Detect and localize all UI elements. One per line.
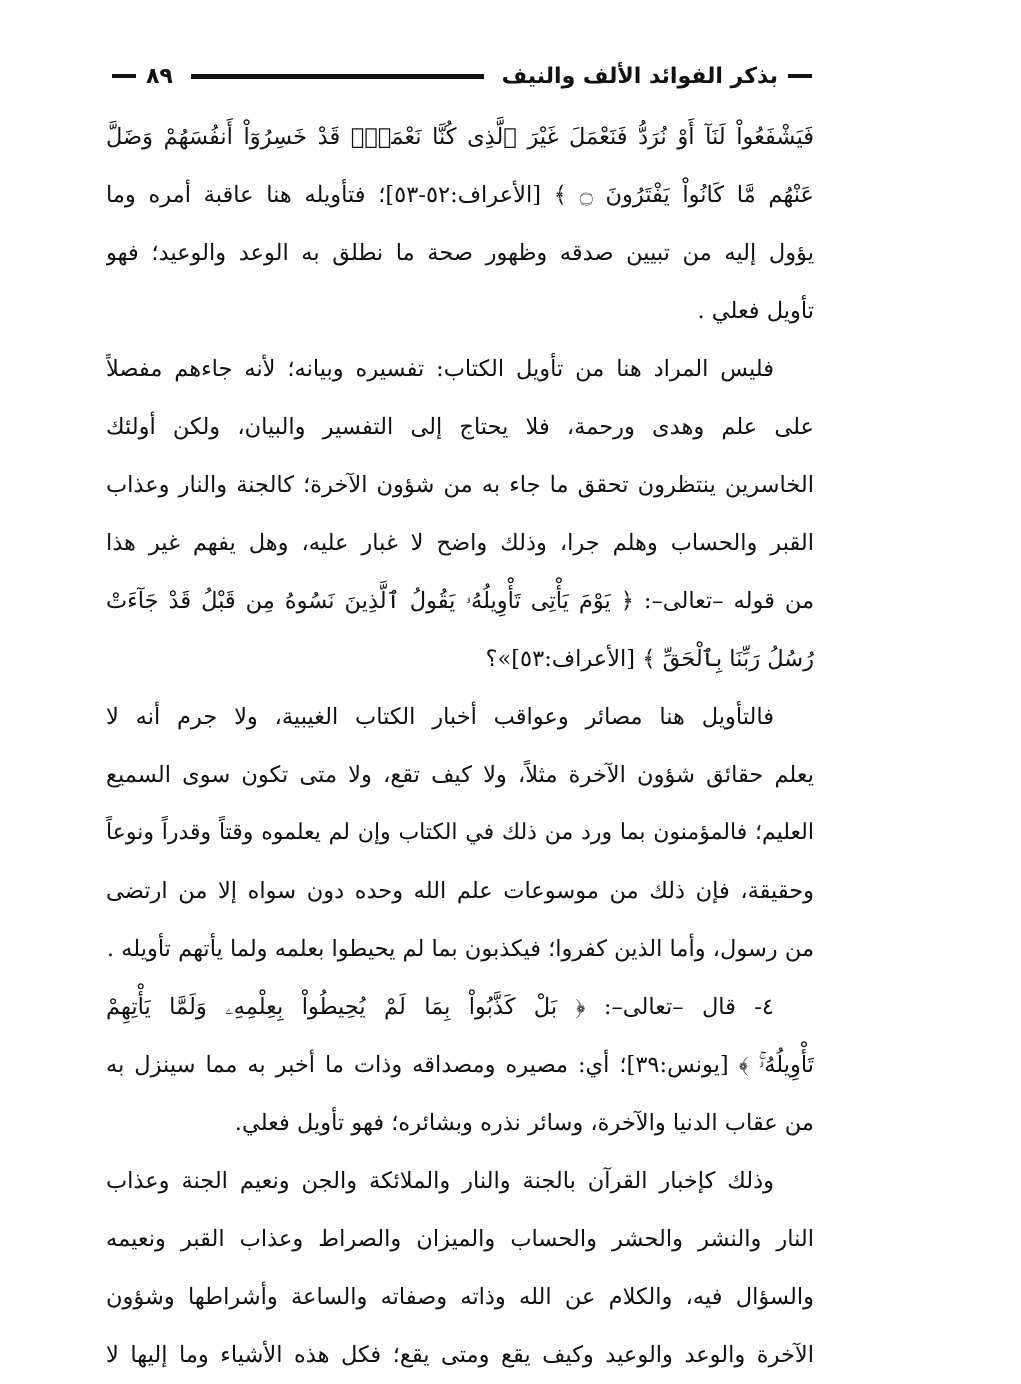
body-text [106, 108, 814, 1384]
text-line: يؤول إليه من تبيين صدقه وظهور صحة ما نطلق به الوعد والوعيد؛ فهو [106, 240, 814, 266]
text-line: الخاسرين ينتظرون تحقق ما جاء به من شؤون الآخرة؛ كالجنة والنار وعذاب [106, 472, 814, 498]
text-line: وحقيقة، فإن ذلك من موسوعات علم الله وحده دون سواه إلا من ارتضى [106, 878, 814, 904]
text-line: تأويل فعلي . [697, 298, 814, 324]
text-line: على علم وهدى ورحمة، فلا يحتاج إلى التفسير والبيان، ولكن أولئك [106, 414, 814, 440]
header-dash-right [788, 74, 812, 78]
text-line: فالتأويل هنا مصائر وعواقب أخبار الكتاب الغيبية، ولا جرم أنه لا [106, 704, 774, 730]
text-line: من عقاب الدنيا والآخرة، وسائر نذره وبشائره؛ فهو تأويل فعلي. [234, 1110, 814, 1136]
text-line: فَيَشْفَعُواْ لَنَآ أَوْ نُرَدُّ فَنَعْمَلَ غَيْرَ ٱلَّذِى كُنَّا نَعْمَلُۚ قَدْ خَسِرُوٓاْ أَنفُسَهُمْ وَضَلَّ [106, 124, 814, 150]
text-line: عَنْهُم مَّا كَانُواْ يَفْتَرُونَ ۝ ﴾ [الأعراف:٥٢-٥٣]؛ فتأويله هنا عاقبة أمره وما [106, 182, 814, 208]
text-line: تَأْوِيلُهُۥۚ ﴾ [يونس:٣٩]؛ أي: مصيره ومصداقه وذات ما أخبر به مما سينزل به [106, 1052, 814, 1078]
text-line: من رسول، وأما الذين كفروا؛ فيكذبون بما لم يحيطوا بعلمه ولما يأتهم تأويله . [106, 936, 814, 962]
page-number: ٨٩ [146, 63, 173, 89]
text-line: من قوله –تعالى–: ﴿ يَوْمَ يَأْتِى تَأْوِيلُهُۥ يَقُولُ ٱلَّذِينَ نَسُوهُ مِن قَبْلُ قَدْ جَآءَتْ [106, 588, 814, 614]
header-rule [191, 74, 484, 79]
text-line: يعلم حقائق شؤون الآخرة مثلاً، ولا كيف تقع، ولا متى تكون سوى السميع [106, 762, 814, 788]
text-line: القبر والحساب وهلم جرا، وذلك واضح لا غبار عليه، وهل يفهم غير هذا [106, 530, 814, 556]
text-line: النار والنشر والحشر والحساب والميزان والصراط وعذاب القبر ونعيمه [106, 1226, 814, 1252]
header-dash-left [112, 74, 136, 78]
text-line: فليس المراد هنا من تأويل الكتاب: تفسيره وبيانه؛ لأنه جاءهم مفصلاً [106, 356, 774, 382]
header-title: بذكر الفوائد الألف والنيف [501, 63, 778, 89]
text-line: ٤- قال –تعالى–: ﴿ بَلْ كَذَّبُواْ بِمَا لَمْ يُحِيطُواْ بِعِلْمِهِۦ وَلَمَّا يَأْتِهِمْ [106, 994, 774, 1020]
text-line: العليم؛ فالمؤمنون بما ورد من ذلك في الكتاب وإن لم يعلموه وقتاً وقدراً ونوعاً [106, 820, 814, 845]
running-header [112, 58, 812, 94]
text-line: رُسُلُ رَبِّنَا بِٱلْحَقِّ ﴾ [الأعراف:٥٣]»؟ [485, 646, 814, 672]
text-line: وذلك كإخبار القرآن بالجنة والنار والملائكة والجن ونعيم الجنة وعذاب [106, 1168, 774, 1194]
text-line: الآخرة والوعد والوعيد وكيف يقع ومتى يقع؛ فكل هذه الأشياء وما إليها لا [106, 1342, 814, 1368]
text-line: والسؤال فيه، والكلام عن الله وذاته وصفاته والساعة وأشراطها وشؤون [106, 1284, 814, 1310]
